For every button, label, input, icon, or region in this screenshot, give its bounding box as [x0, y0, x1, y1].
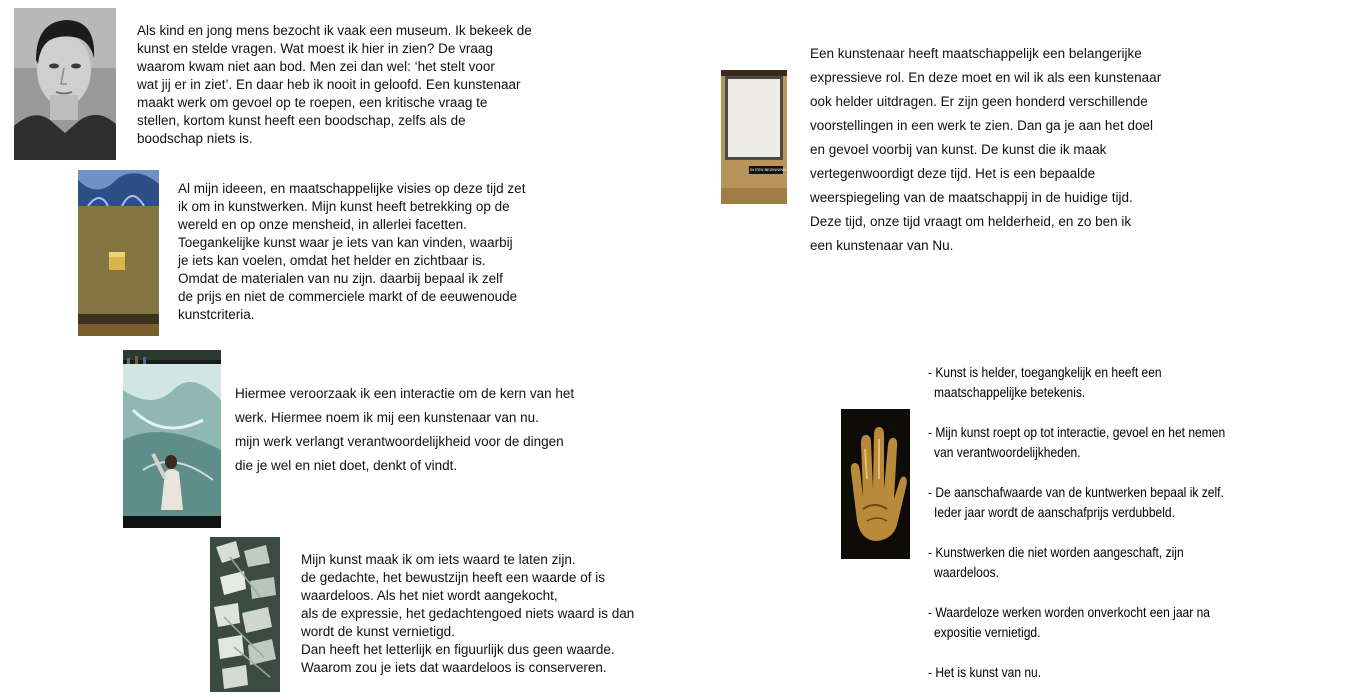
list-item: - Kunst is helder, toegangkelijk en heeft een maatschappelijke betekenis. [928, 364, 1162, 400]
text-line: wordt de kunst vernietigd. [301, 624, 455, 639]
text-line: boodschap niets is. [137, 131, 253, 146]
text-line: kunst en stelde vragen. Wat moest ik hier in zien? De vraag [137, 41, 493, 56]
text-line: Mijn kunst maak ik om iets waard te laten zijn. [301, 552, 576, 567]
text-line: die je wel en niet doet, denkt of vindt. [235, 458, 458, 473]
text-line: ook helder uitdragen. Er zijn geen honderd verschillende [810, 94, 1148, 109]
framed-panel-photo [721, 70, 787, 204]
text-line: voorstellingen in een werk te zien. Dan ga je aan het doel [810, 118, 1153, 133]
text-line: werk. Hiermee noem ik mij een kunstenaar van nu. [235, 410, 539, 425]
text-line: Al mijn ideeen, en maatschappelijke visies op deze tijd zet [178, 181, 526, 196]
golden-hand-sculpture-photo [841, 409, 910, 559]
text-line: vertegenwoordigt deze tijd. Het is een bepaalde [810, 166, 1096, 181]
text-line: Omdat de materialen van nu zijn. daarbij bepaal ik zelf [178, 271, 503, 286]
gold-cube-artwork-photo [78, 170, 159, 336]
text-line: Waarom zou je iets dat waardeloos is conserveren. [301, 660, 607, 675]
tv-screen-figure-photo [123, 350, 221, 528]
text-line: Deze tijd, onze tijd vraagt om helderheid, en zo ben ik [810, 214, 1132, 229]
text-block-1 [137, 22, 567, 148]
text-line: expressieve rol. En deze moet en wil ik als een kunstenaar [810, 70, 1162, 85]
portrait-photo [14, 8, 116, 160]
list-item: - Kunstwerken die niet worden aangeschaft, zijn waardeloos. [928, 544, 1184, 580]
text-line: Dan heeft het letterlijk en figuurlijk dus geen waarde. [301, 642, 615, 657]
text-line: weerspiegeling van de maatschappij in de huidige tijd. [810, 190, 1133, 205]
text-line: waardeloos. Als het niet wordt aangekocht, [301, 588, 558, 603]
panel-label: IN EEN BEZINNING [750, 167, 787, 172]
text-line: kunstcriteria. [178, 307, 255, 322]
list-item: - Mijn kunst roept op tot interactie, gevoel en het nemen van verantwoordelijkheden. [928, 424, 1226, 460]
text-line: een kunstenaar van Nu. [810, 238, 954, 253]
list-item: - Waardeloze werken worden onverkocht een jaar na expositie vernietigd. [928, 604, 1210, 640]
text-line: Een kunstenaar heeft maatschappelijk een belangerijke [810, 46, 1142, 61]
text-line: als de expressie, het gedachtengoed niets waard is dan [301, 606, 635, 621]
text-line: wereld en op onze mensheid, in allerlei facetten. [178, 217, 467, 232]
list-item: - De aanschafwaarde van de kuntwerken bepaal ik zelf. Ieder jaar wordt de aanschafprijs verdubbeld. [928, 484, 1224, 520]
shredded-banknotes-photo [210, 537, 280, 692]
text-line: de prijs en niet de commerciele markt of de eeuwenoude [178, 289, 518, 304]
artist-principles-list [928, 362, 1246, 682]
text-block-3 [235, 382, 635, 478]
text-line: de gedachte, het bewustzijn heeft een waarde of is [301, 570, 605, 585]
text-line: je iets kan voelen, omdat het helder en zichtbaar is. [178, 253, 486, 268]
text-block-2 [178, 180, 578, 324]
text-line: waarom kwam niet aan bod. Men zei dan wel: ‘het stelt voor [137, 59, 495, 74]
text-line: mijn werk verlangt verantwoordelijkheid voor de dingen [235, 434, 564, 449]
text-line: stellen, kortom kunst heeft een boodschap, zelfs als de [137, 113, 466, 128]
text-line: ik om in kunstwerken. Mijn kunst heeft betrekking op de [178, 199, 510, 214]
text-line: wat jij er in ziet’. En daar heb ik nooit in geloofd. Een kunstenaar [137, 77, 521, 92]
text-block-4 [301, 551, 681, 677]
text-line: en gevoel voorbij van kunst. De kunst die ik maak [810, 142, 1107, 157]
text-line: Toegankelijke kunst waar je iets van kan vinden, waarbij [178, 235, 513, 250]
text-block-right [810, 42, 1230, 258]
text-line: Als kind en jong mens bezocht ik vaak een museum. Ik bekeek de [137, 23, 532, 38]
list-item: - Het is kunst van nu. [928, 664, 1042, 680]
text-line: maakt werk om gevoel op te roepen, een kritische vraag te [137, 95, 488, 110]
text-line: Hiermee veroorzaak ik een interactie om de kern van het [235, 386, 575, 401]
